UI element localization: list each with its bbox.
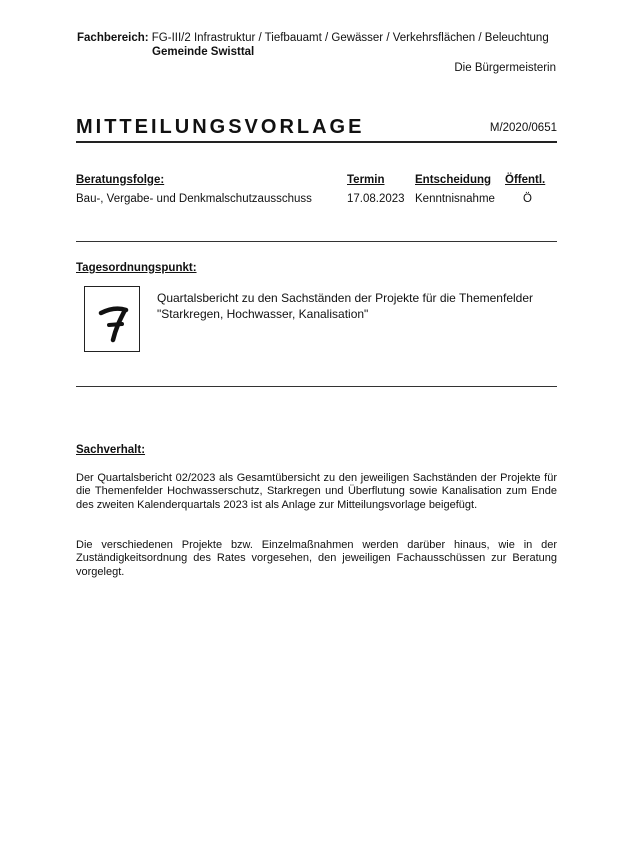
facts-heading: Sachverhalt: [76, 444, 146, 456]
facts-paragraph-1: Der Quartalsbericht 02/2023 als Gesamtübersicht zu den jeweiligen Sachständen der Projekte für die Themenfelder Hochwasserschutz, Starkregen und Überflutung sowie Kanalisation zum Ende des zweiten Kalenderquartals 2023 ist als Anlage zur Mitteilungsvorlage beigefügt. [76, 472, 557, 511]
municipality-name: Gemeinde Swisttal [152, 46, 255, 58]
department-label: Fachbereich: [77, 32, 149, 44]
document-title: MITTEILUNGSVORLAGE [76, 116, 365, 138]
agenda-topic-line-2: "Starkregen, Hochwasser, Kanalisation" [157, 307, 369, 321]
signatory: Die Bürgermeisterin [454, 62, 556, 74]
department-text: FG-III/2 Infrastruktur / Tiefbauamt / Gewässer / Verkehrsflächen / Beleuchtung [151, 32, 549, 44]
section-divider [76, 386, 557, 387]
handwritten-item-number [85, 287, 139, 351]
agenda-heading: Tagesordnungspunkt: [76, 262, 197, 274]
committee-name: Bau-, Vergabe- und Denkmalschutzausschuss [76, 193, 312, 205]
agenda-topic [157, 290, 533, 322]
consultation-heading: Beratungsfolge: [76, 174, 165, 186]
meeting-date: 17.08.2023 [347, 193, 405, 205]
column-date-header: Termin [347, 174, 385, 186]
title-divider [76, 141, 557, 143]
agenda-item-box [84, 286, 140, 352]
section-divider [76, 241, 557, 242]
column-public-header: Öffentl. [505, 174, 546, 186]
agenda-topic-line-1: Quartalsbericht zu den Sachständen der Projekte für die Themenfelder [157, 291, 533, 305]
document-number: M/2020/0651 [489, 122, 557, 134]
decision-type: Kenntnisnahme [415, 193, 495, 205]
public-flag: Ö [523, 193, 532, 205]
facts-paragraph-2: Die verschiedenen Projekte bzw. Einzelmaßnahmen werden darüber hinaus, wie in der Zuständigkeitsordnung des Rates vorgesehen, den jeweiligen Fachausschüssen zur Beratung vorgelegt. [76, 539, 557, 578]
column-decision-header: Entscheidung [415, 174, 492, 186]
department-line [77, 32, 549, 44]
